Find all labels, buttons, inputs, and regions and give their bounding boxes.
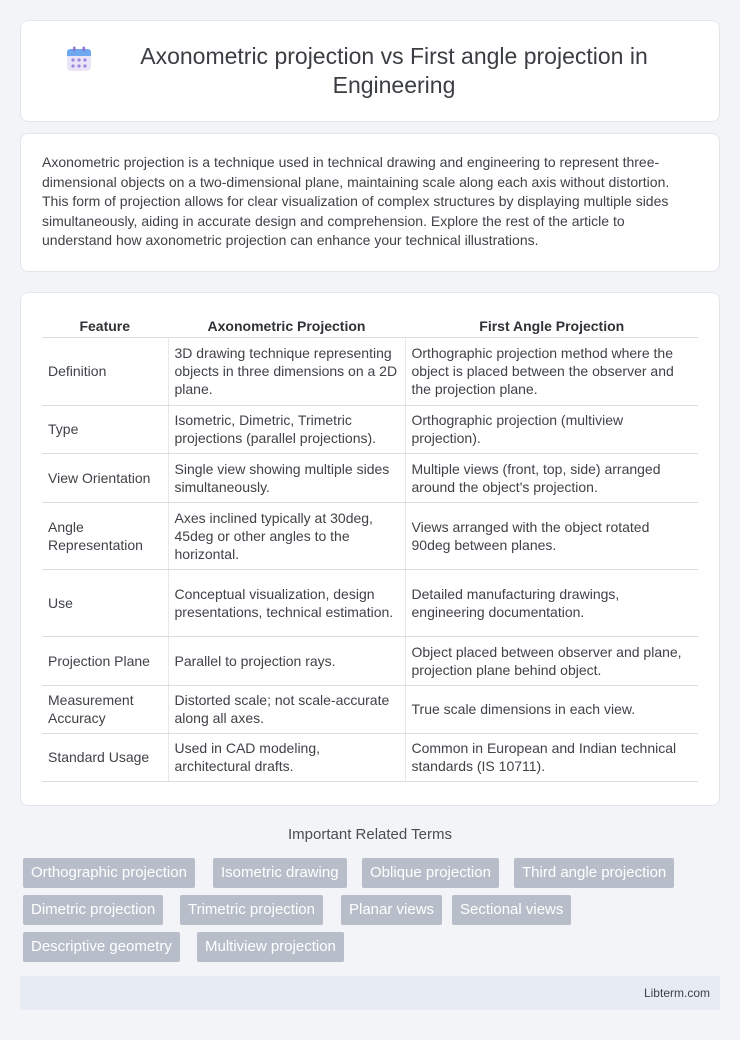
tag-multiview-projection[interactable]: Multiview projection [197,932,344,962]
table-row [42,685,698,733]
axonometric-cell: Distorted scale; not scale-accurate along all axes. [168,685,405,733]
feature-cell: Angle Representation [42,502,168,569]
title-row [50,42,690,100]
first-angle-cell: Orthographic projection (multiview projection). [405,405,698,453]
tag-sectional-views[interactable]: Sectional views [452,895,571,925]
feature-cell: Standard Usage [42,733,168,781]
feature-cell: View Orientation [42,453,168,502]
feature-cell: Use [42,569,168,636]
related-terms-title: Important Related Terms [288,826,452,843]
tag-descriptive-geometry[interactable]: Descriptive geometry [23,932,180,962]
table-row [42,502,698,569]
feature-cell: Projection Plane [42,636,168,685]
tag-planar-views[interactable]: Planar views [341,895,442,925]
tag-dimetric-projection[interactable]: Dimetric projection [23,895,163,925]
axonometric-cell: Conceptual visualization, design presentations, technical estimation. [168,569,405,636]
comparison-card [20,292,720,806]
axonometric-cell: Used in CAD modeling, architectural drafts. [168,733,405,781]
tag-trimetric-projection[interactable]: Trimetric projection [180,895,323,925]
first-angle-cell: Multiple views (front, top, side) arranged around the object's projection. [405,453,698,502]
feature-cell: Type [42,405,168,453]
axonometric-cell: Isometric, Dimetric, Trimetric projections (parallel projections). [168,405,405,453]
intro-paragraph: Axonometric projection is a technique used in technical drawing and engineering to represent three-dimensional objects on a two-dimensional plane, maintaining scale along each axis without distortion. This form of projection allows for clear visualization of complex structures by displaying multiple sides simultaneously, aiding in accurate design and comprehension. Explore the rest of the article to understand how axonometric projection can enhance your technical illustrations. [42,154,670,249]
first-angle-cell: Object placed between observer and plane, projection plane behind object. [405,636,698,685]
axonometric-cell: Single view showing multiple sides simultaneously. [168,453,405,502]
page-title: Axonometric projection vs First angle projection in Engineering [140,43,648,98]
tag-third-angle-projection[interactable]: Third angle projection [514,858,674,888]
header-feature: Feature [42,313,168,337]
table-header-row [42,313,698,337]
table-row [42,405,698,453]
footer-site-link[interactable]: Libterm.com [643,986,710,1000]
first-angle-cell: Detailed manufacturing drawings, engineering documentation. [405,569,698,636]
table-row [42,337,698,405]
first-angle-cell: Orthographic projection method where the object is placed between the observer and the projection plane. [405,337,698,405]
axonometric-cell: Parallel to projection rays. [168,636,405,685]
tag-isometric-drawing[interactable]: Isometric drawing [213,858,347,888]
tag-orthographic-projection[interactable]: Orthographic projection [23,858,195,888]
axonometric-cell: 3D drawing technique representing objects in three dimensions on a 2D plane. [168,337,405,405]
comparison-table [42,313,698,782]
axonometric-cell: Axes inclined typically at 30deg, 45deg or other angles to the horizontal. [168,502,405,569]
first-angle-cell: Common in European and Indian technical standards (IS 10711). [405,733,698,781]
footer [20,976,720,1010]
feature-cell: Measurement Accuracy [42,685,168,733]
table-row [42,636,698,685]
first-angle-cell: True scale dimensions in each view. [405,685,698,733]
title-card [20,20,720,122]
header-axonometric: Axonometric Projection [168,313,405,337]
calendar-icon [66,46,92,72]
tag-oblique-projection[interactable]: Oblique projection [362,858,499,888]
table-row [42,453,698,502]
table-row [42,733,698,781]
table-row [42,569,698,636]
intro-card [20,133,720,272]
first-angle-cell: Views arranged with the object rotated 90deg between planes. [405,502,698,569]
feature-cell: Definition [42,337,168,405]
header-first-angle: First Angle Projection [405,313,698,337]
